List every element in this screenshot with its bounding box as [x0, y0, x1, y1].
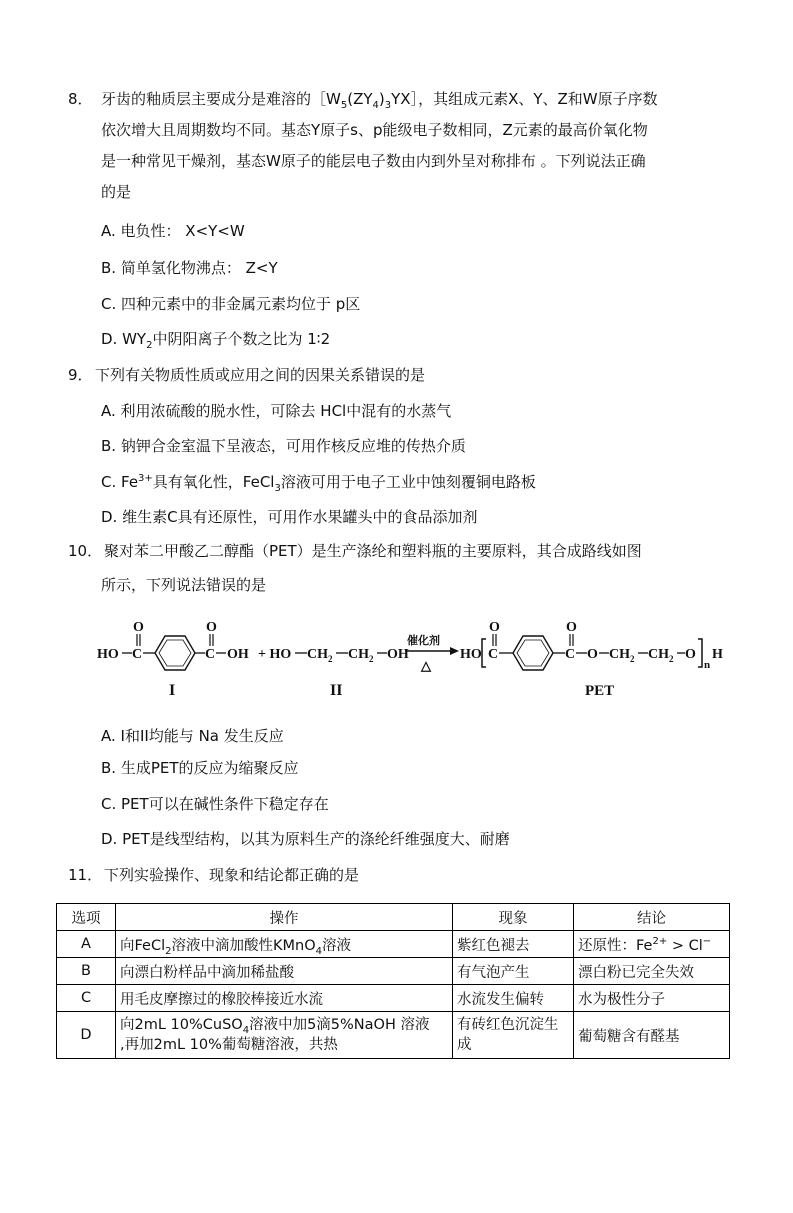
svg-text:O: O: [566, 620, 577, 635]
q8-option-c: C. 四种元素中的非金属元素均位于 p区: [101, 295, 361, 313]
svg-text:C: C: [488, 647, 499, 662]
q10-stem-line1: 聚对苯二甲酸乙二醇酯（PET）是生产涤纶和塑料瓶的主要原料，其合成路线如图: [104, 542, 642, 560]
q8-option-b: B. 简单氢化物沸点： Z<Y: [101, 259, 278, 277]
svg-text:O: O: [587, 647, 598, 662]
svg-text:O: O: [489, 620, 500, 635]
q8-option-d: D. $WY_2$中阴阳离子个数之比为 1∶2: [101, 330, 331, 351]
svg-text:CH2: $CH_2$: [307, 647, 333, 664]
q11-number: 11．: [68, 866, 103, 884]
label-monomer-ii: II: [330, 682, 343, 699]
q8-stem-line3: 是一种常见干燥剂，基态W原子的能层电子数由内到外呈对称排布 。下列说法正确: [101, 152, 646, 170]
label-monomer-i: I: [169, 682, 176, 699]
row-conclusion: 还原性：$Fe^{2+} > Cl^-$: [574, 931, 730, 958]
q8-number: 8．: [68, 90, 93, 108]
row-operation: 用毛皮摩擦过的橡胶棒接近水流: [116, 985, 453, 1012]
table-row: [57, 958, 730, 985]
terephthalic-acid-structure: [97, 620, 249, 699]
ethylene-glycol-structure: [258, 647, 409, 699]
q8-stem-line4: 的是: [101, 183, 132, 201]
q9-option-b: B. 钠钾合金室温下呈液态，可用作核反应堆的传热介质: [101, 437, 466, 455]
svg-text:+ HO: + HO: [258, 647, 292, 662]
q9-option-a: A. 利用浓硫酸的脱水性，可除去 HCl中混有的水蒸气: [101, 402, 452, 420]
reaction-arrow: [405, 633, 459, 673]
repeat-n: n: [704, 659, 711, 671]
svg-text:H: H: [712, 647, 723, 662]
ho-label: HO: [97, 647, 119, 662]
row-phenomenon: 有砖红色沉淀生成: [453, 1012, 574, 1059]
pet-structure: [460, 620, 723, 699]
row-key: C: [57, 985, 116, 1012]
header-option: 选项: [57, 904, 116, 931]
svg-text:C: C: [132, 647, 143, 662]
table-header-row: [57, 904, 730, 931]
pet-synthesis-scheme: [95, 617, 735, 705]
q10-option-a: A. I和II均能与 Na 发生反应: [101, 727, 284, 745]
header-operation: 操作: [116, 904, 453, 931]
row-key: D: [57, 1012, 116, 1059]
table-row: [57, 931, 730, 958]
svg-text:CH2: $CH_2$: [648, 647, 674, 664]
q8-stem-line2: 依次增大且周期数均不同。基态Y原子s、p能级电子数相同，Z元素的最高价氧化物: [101, 121, 648, 139]
row-key: A: [57, 931, 116, 958]
row-phenomenon: 水流发生偏转: [453, 985, 574, 1012]
q9-number: 9．: [68, 366, 93, 384]
svg-text:O: O: [685, 647, 696, 662]
q10-option-b: B. 生成PET的反应为缩聚反应: [101, 759, 299, 777]
svg-text:OH: OH: [387, 647, 409, 662]
row-phenomenon: 紫红色褪去: [453, 931, 574, 958]
experiment-table: [56, 903, 730, 1059]
svg-text:OH: OH: [227, 647, 249, 662]
q10-stem-line2: 所示，下列说法错误的是: [101, 576, 267, 594]
q10-number: 10．: [68, 542, 103, 560]
q9-option-d: D. 维生素C具有还原性，可用作水果罐头中的食品添加剂: [101, 508, 478, 526]
label-pet: PET: [585, 683, 615, 699]
row-operation: 向漂白粉样品中滴加稀盐酸: [116, 958, 453, 985]
svg-text:CH2: $CH_2$: [348, 647, 374, 664]
row-operation: 向FeCl$_2$溶液中滴加酸性KMnO$_4$溶液: [116, 931, 453, 958]
row-conclusion: 漂白粉已完全失效: [574, 958, 730, 985]
row-conclusion: 葡萄糖含有醛基: [574, 1012, 730, 1059]
q10-option-d: D. PET是线型结构，以其为原料生产的涤纶纤维强度大、耐磨: [101, 830, 510, 848]
svg-text:O: O: [133, 620, 144, 635]
heat-symbol: △: [421, 658, 431, 673]
row-conclusion: 水为极性分子: [574, 985, 730, 1012]
svg-text:O: O: [206, 620, 217, 635]
catalyst-label: 催化剂: [407, 635, 440, 647]
row-phenomenon: 有气泡产生: [453, 958, 574, 985]
q10-option-c: C. PET可以在碱性条件下稳定存在: [101, 795, 329, 813]
header-phenomenon: 现象: [453, 904, 574, 931]
table-row: [57, 985, 730, 1012]
table-row: [57, 1012, 730, 1059]
q9-stem: 下列有关物质性质或应用之间的因果关系错误的是: [95, 366, 426, 384]
svg-text:C: C: [205, 647, 216, 662]
q9-option-c: C. $Fe^{3+}$具有氧化性，FeCl$_3$溶液可用于电子工业中蚀刻覆铜电路板: [101, 473, 536, 494]
row-operation: 向2mL 10%CuSO$_4$溶液中加5滴5%NaOH 溶液 ,再加2mL 10%葡萄糖溶液，共热: [116, 1012, 453, 1059]
q11-stem: 下列实验操作、现象和结论都正确的是: [104, 866, 360, 884]
row-key: B: [57, 958, 116, 985]
q8-stem-line1: 牙齿的釉质层主要成分是难溶的$[W_5(ZY_4)_3YX]$，其组成元素X、Y、Z和W原子序数: [101, 90, 658, 111]
svg-text:C: C: [565, 647, 576, 662]
q8-option-a: A. 电负性： X<Y<W: [101, 222, 245, 240]
svg-text:HO: HO: [460, 647, 482, 662]
header-conclusion: 结论: [574, 904, 730, 931]
svg-text:CH2: $CH_2$: [609, 647, 635, 664]
